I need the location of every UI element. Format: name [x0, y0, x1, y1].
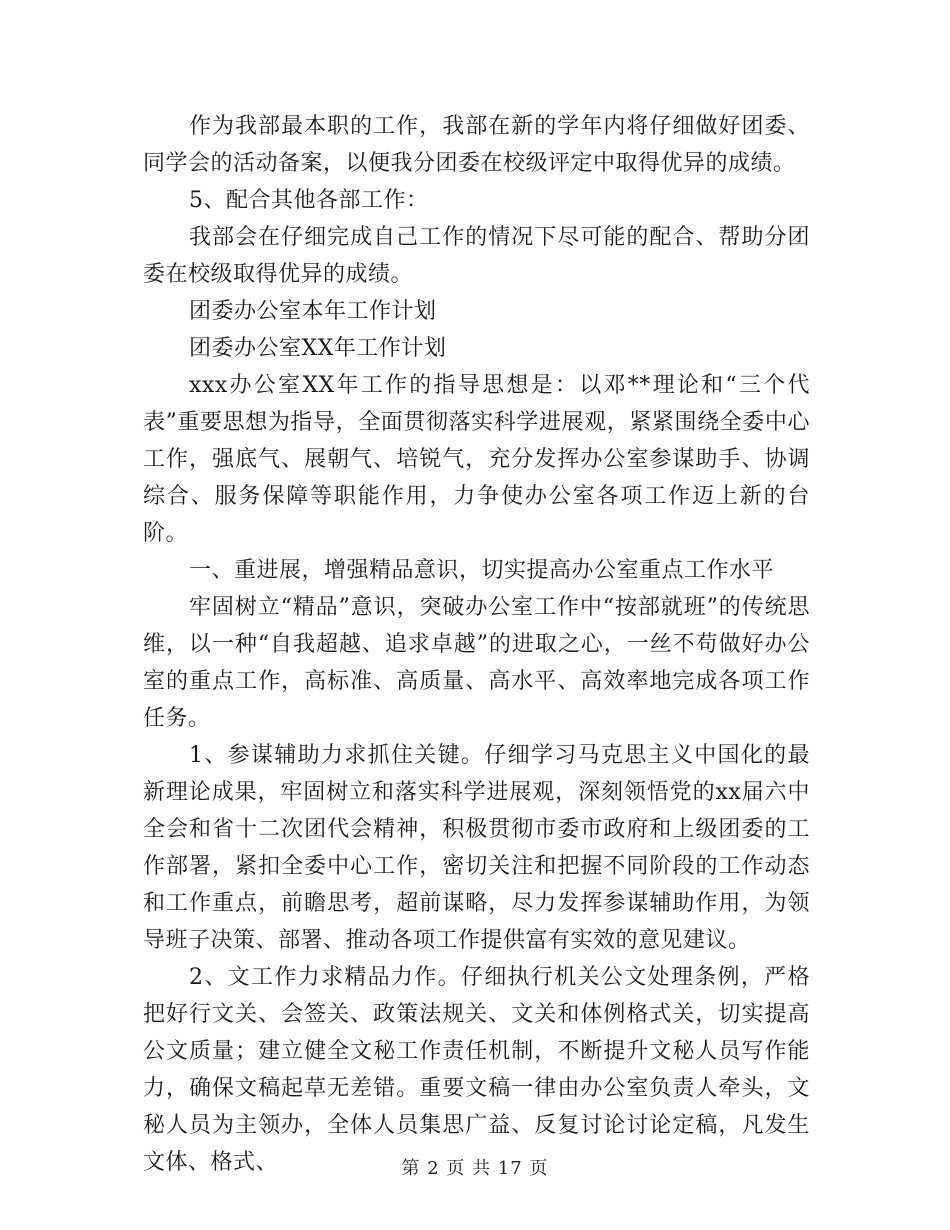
paragraph-2: 5、配合其他各部工作：	[189, 188, 429, 213]
page-number-footer: 第 2 页 共 17 页	[401, 1158, 549, 1179]
paragraph-9: 1、参谋辅助力求抓住关键。仔细学习马克思主义中国化的最新理论成果，牢固树立和落实科学进展观，深刻领悟党的xx届六中全会和省十二次团代会精神，积极贯彻市委市政府和上级团委的工作部署，紧扣全委中心工作，密切关注和把握不同阶段的工作动态和工作重点，前瞻思考，超前谋略，尽力发挥参谋辅助作用，为领导班子决策、部署、推动各项工作提供富有实效的意见建议。	[143, 743, 810, 953]
paragraph-4: 团委办公室本年工作计划	[189, 299, 437, 324]
paragraph-10: 2、文工作力求精品力作。仔细执行机关公文处理条例，严格把好行文关、会签关、政策法规关、文关和体例格式关，切实提高公文质量；建立健全文秘工作责任机制，不断提升文秘人员写作能力，确保文稿起草无差错。重要文稿一律由办公室负责人牵头，文秘人员为主领办，全体人员集思广益、反复讨论讨论定稿，凡发生文体、格式、	[143, 965, 810, 1175]
paragraph-8: 牢固树立“精品”意识，突破办公室工作中“按部就班”的传统思维，以一种“自我超越、追求卓越”的进取之心，一丝不苟做好办公室的重点工作，高标准、高质量、高水平、高效率地完成各项工作任务。	[143, 595, 810, 731]
document-body	[143, 108, 810, 1181]
paragraph-1: 作为我部最本职的工作，我部在新的学年内将仔细做好团委、同学会的活动备案，以便我分团委在校级评定中取得优异的成绩。	[143, 114, 810, 176]
paragraph-6: xxx办公室XX年工作的指导思想是：以邓**理论和“三个代表”重要思想为指导，全面贯彻落实科学进展观，紧紧围绕全委中心工作，强底气、展朝气、培锐气，充分发挥办公室参谋助手、协调综合、服务保障等职能作用，力争使办公室各项工作迈上新的台阶。	[143, 373, 810, 546]
section-heading: 一、重进展，增强精品意识，切实提高办公室重点工作水平	[189, 558, 775, 583]
paragraph-5: 团委办公室XX年工作计划	[189, 336, 447, 361]
paragraph-3: 我部会在仔细完成自己工作的情况下尽可能的配合、帮助分团委在校级取得优异的成绩。	[143, 225, 810, 287]
